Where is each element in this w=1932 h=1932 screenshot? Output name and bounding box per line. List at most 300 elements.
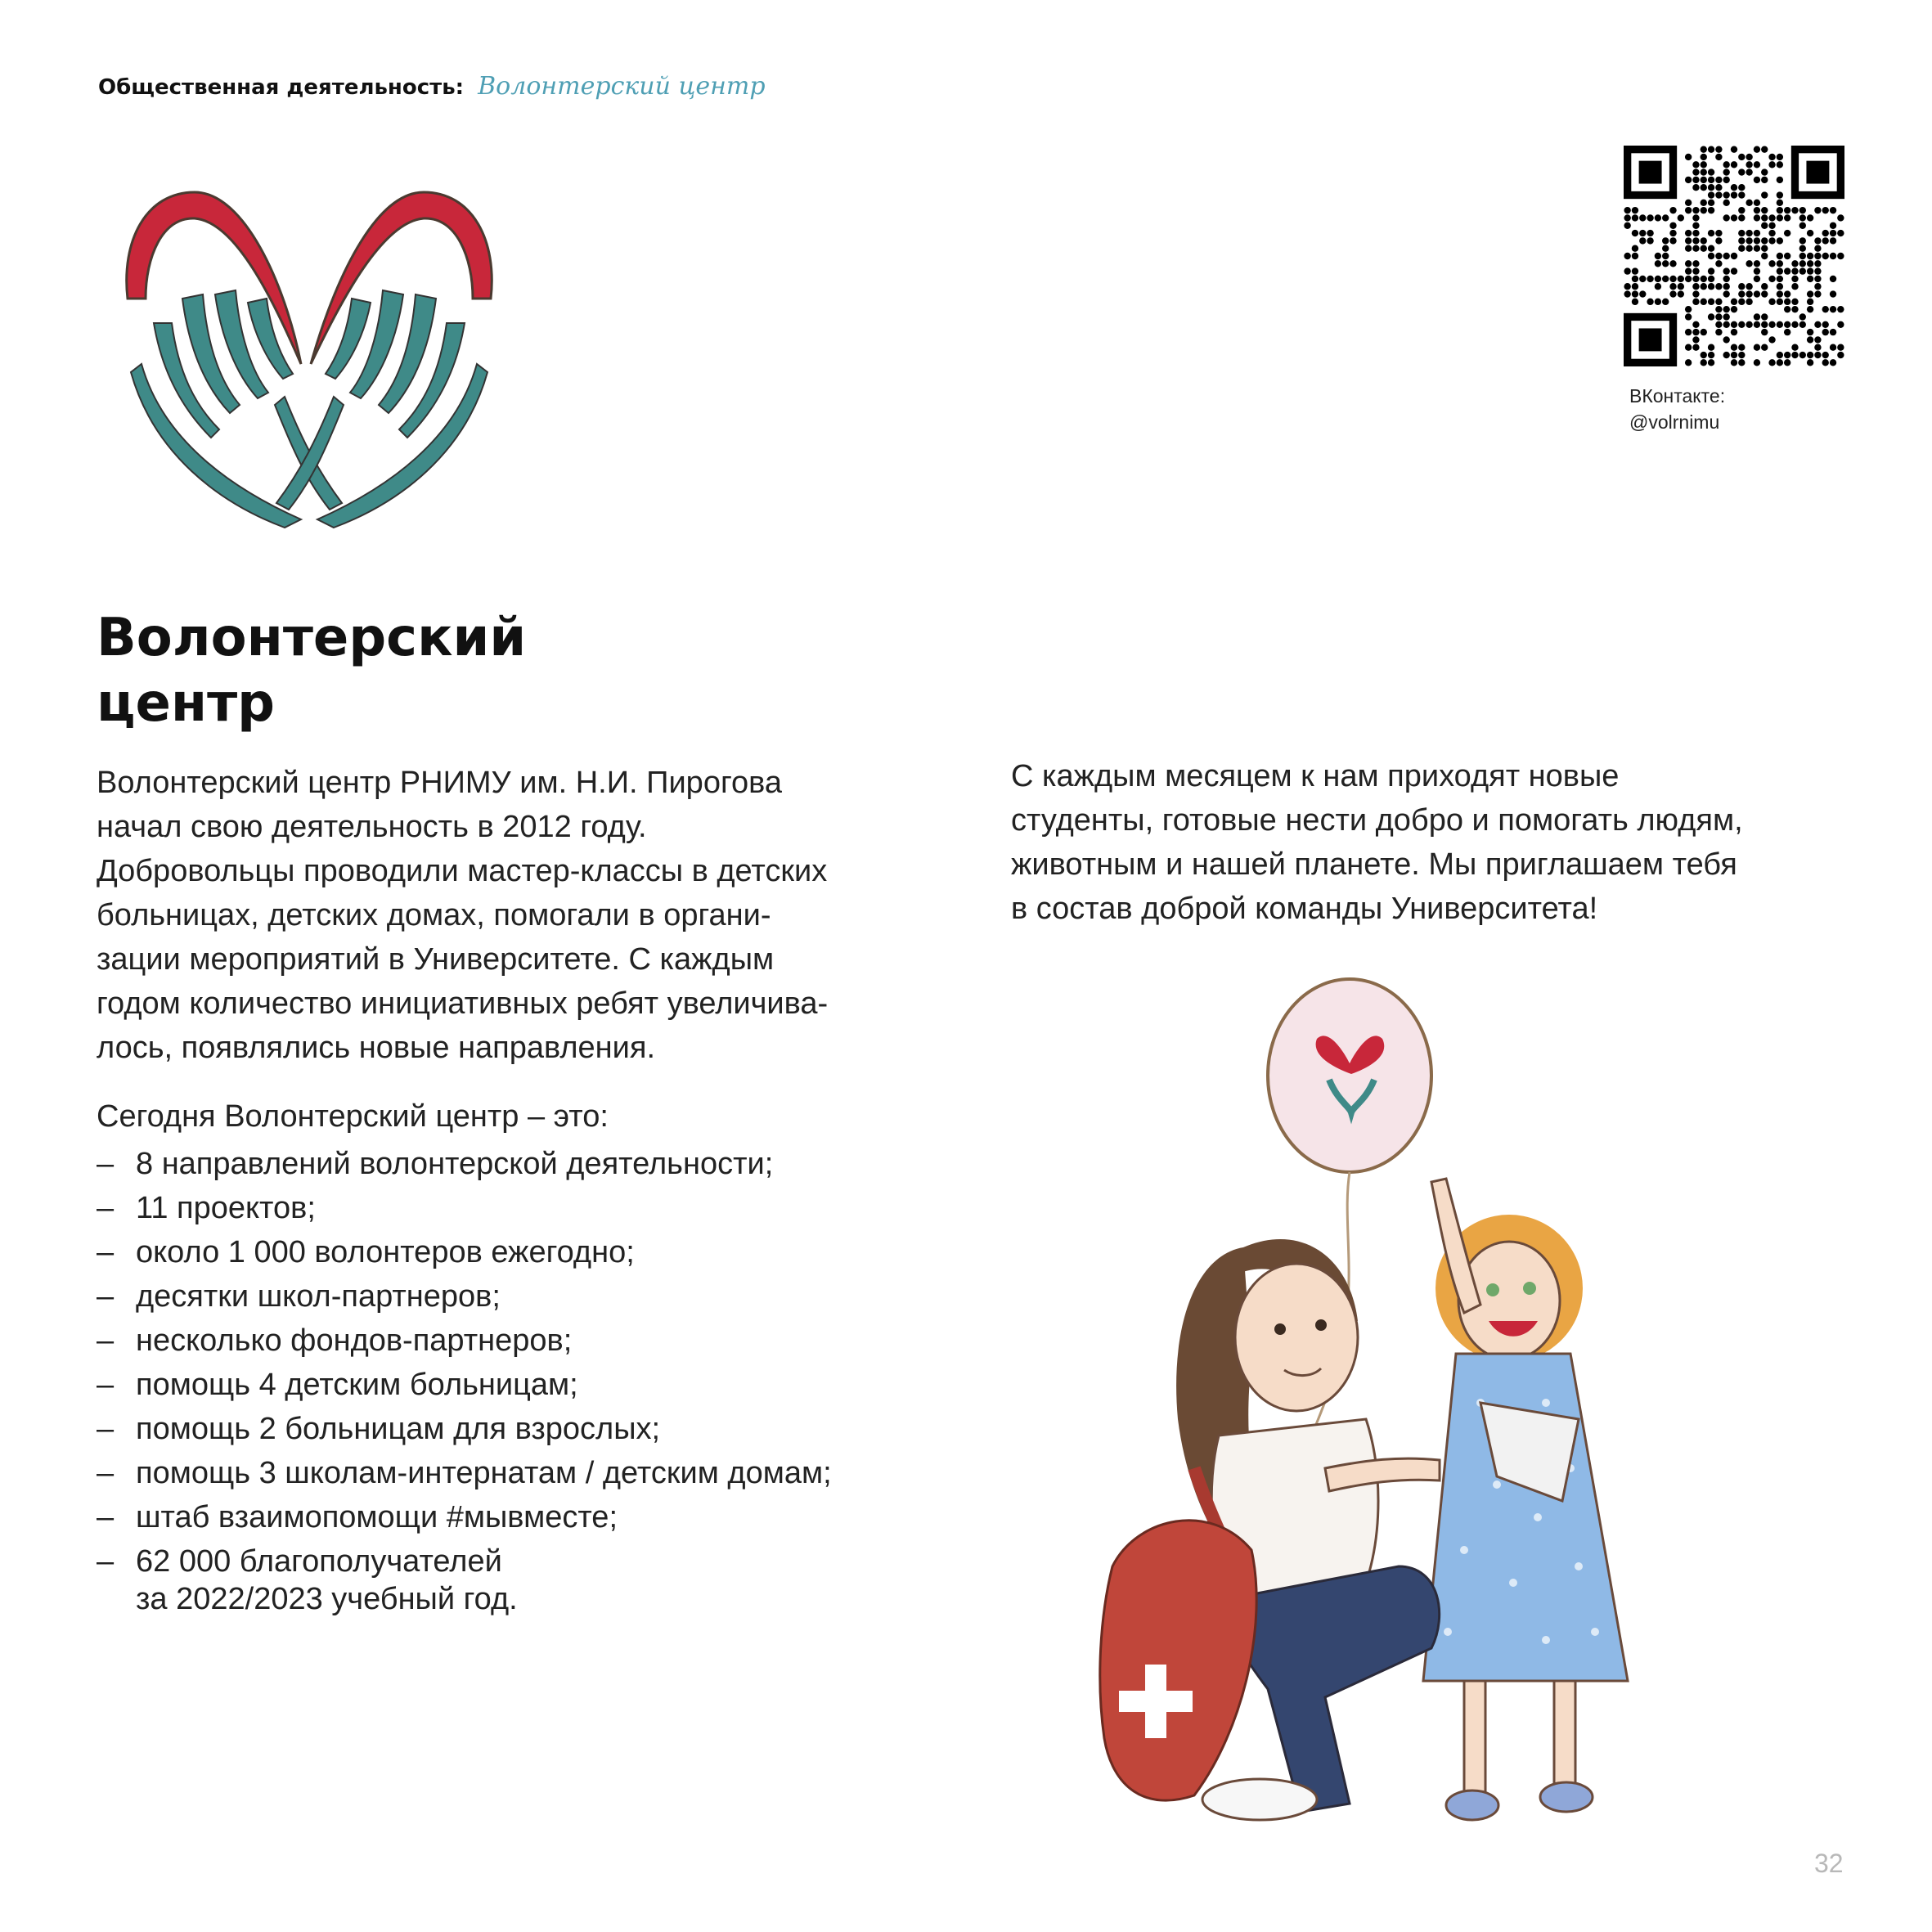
qr-module bbox=[1685, 237, 1692, 244]
qr-module bbox=[1692, 299, 1699, 305]
qr-module bbox=[1685, 359, 1692, 366]
qr-module bbox=[1768, 214, 1775, 221]
qr-module bbox=[1731, 306, 1737, 312]
qr-module bbox=[1746, 260, 1752, 267]
qr-module bbox=[1822, 207, 1829, 213]
qr-module bbox=[1746, 290, 1752, 297]
qr-module bbox=[1701, 245, 1707, 252]
qr-module bbox=[1799, 260, 1806, 267]
qr-module bbox=[1692, 184, 1699, 191]
qr-module bbox=[1784, 306, 1790, 312]
qr-module bbox=[1685, 260, 1692, 267]
qr-module bbox=[1639, 290, 1646, 297]
qr-module bbox=[1685, 207, 1692, 213]
qr-module bbox=[1731, 299, 1737, 305]
qr-module bbox=[1822, 306, 1829, 312]
qr-module bbox=[1784, 299, 1790, 305]
qr-module bbox=[1799, 237, 1806, 244]
qr-module bbox=[1814, 290, 1821, 297]
qr-module bbox=[1708, 207, 1714, 213]
qr-module bbox=[1723, 352, 1730, 358]
qr-module bbox=[1837, 230, 1844, 236]
qr-module bbox=[1692, 260, 1699, 267]
qr-module bbox=[1685, 306, 1692, 312]
qr-module bbox=[1731, 214, 1737, 221]
qr-module bbox=[1799, 352, 1806, 358]
list-dash: – bbox=[97, 1323, 115, 1358]
page-title-line2: центр bbox=[97, 673, 275, 734]
qr-module bbox=[1632, 290, 1638, 297]
qr-module bbox=[1754, 207, 1760, 213]
qr-module bbox=[1632, 207, 1638, 213]
qr-module bbox=[1746, 154, 1752, 160]
qr-module bbox=[1708, 267, 1714, 274]
qr-module bbox=[1715, 237, 1722, 244]
qr-module bbox=[1669, 230, 1676, 236]
qr-module bbox=[1768, 161, 1775, 168]
qr-module bbox=[1624, 290, 1630, 297]
qr-module bbox=[1746, 321, 1752, 328]
qr-module bbox=[1662, 276, 1669, 282]
qr-module bbox=[1669, 276, 1676, 282]
list-dash: – bbox=[97, 1235, 115, 1269]
qr-module bbox=[1639, 214, 1646, 221]
qr-module bbox=[1685, 200, 1692, 206]
page-number: 32 bbox=[1814, 1849, 1844, 1878]
qr-module bbox=[1754, 321, 1760, 328]
qr-module bbox=[1822, 321, 1829, 328]
qr-module bbox=[1807, 359, 1813, 366]
qr-module bbox=[1768, 321, 1775, 328]
qr-module bbox=[1738, 184, 1745, 191]
qr-module bbox=[1814, 336, 1821, 343]
qr-module bbox=[1669, 237, 1676, 244]
qr-module bbox=[1814, 253, 1821, 259]
qr-module bbox=[1662, 260, 1669, 267]
qr-module bbox=[1731, 321, 1737, 328]
qr-module bbox=[1701, 299, 1707, 305]
heart-hands-logo-icon bbox=[97, 160, 522, 544]
qr-module bbox=[1678, 283, 1684, 290]
qr-module bbox=[1837, 352, 1844, 358]
qr-module bbox=[1701, 161, 1707, 168]
qr-module bbox=[1639, 230, 1646, 236]
facts-list bbox=[97, 1142, 832, 1621]
qr-module bbox=[1731, 161, 1737, 168]
qr-module bbox=[1761, 344, 1768, 351]
qr-module bbox=[1746, 200, 1752, 206]
qr-module bbox=[1768, 276, 1775, 282]
qr-caption-handle: @volrnimu bbox=[1629, 411, 1720, 433]
qr-module bbox=[1701, 352, 1707, 358]
qr-module bbox=[1814, 267, 1821, 274]
qr-module bbox=[1768, 237, 1775, 244]
qr-module bbox=[1692, 230, 1699, 236]
qr-module bbox=[1738, 230, 1745, 236]
qr-module bbox=[1830, 230, 1836, 236]
intro-line: Волонтерский центр РНИМУ им. Н.И. Пирогова bbox=[97, 766, 783, 800]
qr-module bbox=[1768, 299, 1775, 305]
qr-module bbox=[1715, 329, 1722, 335]
qr-module bbox=[1692, 290, 1699, 297]
qr-module bbox=[1814, 207, 1821, 213]
qr-module bbox=[1647, 237, 1653, 244]
qr-module bbox=[1692, 276, 1699, 282]
qr-caption bbox=[1629, 383, 1725, 435]
qr-module bbox=[1814, 245, 1821, 252]
qr-module bbox=[1807, 299, 1813, 305]
invitation-line: в состав доброй команды Университета! bbox=[1011, 892, 1598, 926]
qr-module bbox=[1723, 191, 1730, 198]
list-item bbox=[97, 1274, 832, 1319]
qr-module bbox=[1738, 344, 1745, 351]
qr-module bbox=[1830, 344, 1836, 351]
qr-module bbox=[1731, 146, 1737, 152]
qr-module bbox=[1761, 313, 1768, 320]
qr-module bbox=[1791, 306, 1798, 312]
qr-module bbox=[1807, 276, 1813, 282]
qr-module bbox=[1655, 299, 1661, 305]
qr-module bbox=[1799, 321, 1806, 328]
qr-module bbox=[1655, 260, 1661, 267]
qr-module bbox=[1746, 168, 1752, 175]
qr-module bbox=[1639, 237, 1646, 244]
qr-module bbox=[1777, 283, 1783, 290]
qr-module bbox=[1685, 276, 1692, 282]
list-item bbox=[97, 1186, 832, 1230]
list-dash: – bbox=[97, 1456, 115, 1490]
qr-module bbox=[1791, 260, 1798, 267]
qr-module bbox=[1822, 253, 1829, 259]
intro-line: лось, появлялись новые направления. bbox=[97, 1031, 655, 1065]
qr-module bbox=[1692, 283, 1699, 290]
list-item-text: 62 000 благополучателей bbox=[136, 1544, 502, 1579]
qr-module bbox=[1799, 245, 1806, 252]
qr-module bbox=[1807, 329, 1813, 335]
qr-module bbox=[1685, 177, 1692, 183]
list-item-text: 11 проектов; bbox=[136, 1191, 316, 1225]
list-item bbox=[97, 1142, 832, 1186]
qr-module bbox=[1777, 276, 1783, 282]
qr-module bbox=[1822, 359, 1829, 366]
qr-module bbox=[1731, 267, 1737, 274]
qr-module bbox=[1754, 276, 1760, 282]
qr-module bbox=[1791, 299, 1798, 305]
list-item bbox=[97, 1319, 832, 1363]
qr-module bbox=[1754, 237, 1760, 244]
qr-module bbox=[1777, 237, 1783, 244]
qr-module bbox=[1632, 276, 1638, 282]
qr-module bbox=[1738, 321, 1745, 328]
qr-module bbox=[1837, 344, 1844, 351]
list-item-text: штаб взаимопомощи #мывместе; bbox=[136, 1500, 618, 1534]
qr-module bbox=[1777, 207, 1783, 213]
qr-module bbox=[1738, 245, 1745, 252]
qr-module bbox=[1830, 207, 1836, 213]
qr-module bbox=[1768, 260, 1775, 267]
qr-module bbox=[1746, 161, 1752, 168]
qr-module bbox=[1647, 299, 1653, 305]
qr-module bbox=[1662, 237, 1669, 244]
qr-module bbox=[1731, 329, 1737, 335]
qr-module bbox=[1715, 283, 1722, 290]
qr-module bbox=[1647, 214, 1653, 221]
qr-module bbox=[1723, 276, 1730, 282]
qr-module bbox=[1777, 200, 1783, 206]
qr-module bbox=[1837, 253, 1844, 259]
qr-module bbox=[1723, 313, 1730, 320]
qr-module bbox=[1738, 154, 1745, 160]
intro-line: зации мероприятий в Университете. С каждым bbox=[97, 942, 775, 977]
qr-module bbox=[1639, 276, 1646, 282]
qr-module bbox=[1807, 267, 1813, 274]
qr-module bbox=[1731, 191, 1737, 198]
breadcrumb bbox=[98, 72, 766, 101]
qr-module bbox=[1715, 191, 1722, 198]
qr-module bbox=[1723, 177, 1730, 183]
qr-module bbox=[1708, 200, 1714, 206]
qr-module bbox=[1632, 245, 1638, 252]
qr-module bbox=[1807, 290, 1813, 297]
qr-module bbox=[1830, 290, 1836, 297]
list-item-text: помощь 3 школам-интернатам / детским домам; bbox=[136, 1456, 832, 1490]
list-item-text: около 1 000 волонтеров ежегодно; bbox=[136, 1235, 635, 1269]
qr-module bbox=[1814, 283, 1821, 290]
qr-module bbox=[1685, 329, 1692, 335]
qr-module bbox=[1791, 267, 1798, 274]
qr-module bbox=[1715, 260, 1722, 267]
qr-module bbox=[1822, 352, 1829, 358]
qr-module bbox=[1791, 283, 1798, 290]
qr-module bbox=[1669, 290, 1676, 297]
intro-paragraph bbox=[97, 761, 828, 1070]
qr-module bbox=[1768, 154, 1775, 160]
qr-module bbox=[1777, 154, 1783, 160]
intro-line: годом количество инициативных ребят увеличива- bbox=[97, 986, 829, 1021]
qr-module bbox=[1784, 230, 1790, 236]
qr-module bbox=[1768, 222, 1775, 229]
qr-module bbox=[1708, 299, 1714, 305]
qr-module bbox=[1746, 283, 1752, 290]
qr-module bbox=[1777, 191, 1783, 198]
qr-module bbox=[1799, 222, 1806, 229]
qr-module bbox=[1754, 161, 1760, 168]
qr-module bbox=[1731, 344, 1737, 351]
qr-module bbox=[1723, 321, 1730, 328]
qr-module bbox=[1761, 290, 1768, 297]
qr-module bbox=[1746, 237, 1752, 244]
qr-module bbox=[1701, 168, 1707, 175]
list-item-text: помощь 4 детским больницам; bbox=[136, 1368, 578, 1402]
breadcrumb-section: Волонтерский центр bbox=[478, 72, 766, 101]
qr-module bbox=[1723, 214, 1730, 221]
list-item bbox=[97, 1363, 832, 1407]
volunteer-with-child-illustration bbox=[1055, 977, 1660, 1836]
qr-module bbox=[1830, 237, 1836, 244]
qr-module bbox=[1754, 200, 1760, 206]
qr-module bbox=[1685, 154, 1692, 160]
qr-module bbox=[1738, 207, 1745, 213]
intro-line: Добровольцы проводили мастер-классы в детских bbox=[97, 854, 828, 888]
qr-module bbox=[1715, 321, 1722, 328]
list-dash: – bbox=[97, 1368, 115, 1402]
qr-module bbox=[1761, 222, 1768, 229]
qr-module bbox=[1708, 276, 1714, 282]
qr-module bbox=[1761, 177, 1768, 183]
qr-module bbox=[1632, 283, 1638, 290]
qr-module bbox=[1655, 214, 1661, 221]
qr-module bbox=[1777, 359, 1783, 366]
invitation-line: животным и нашей планете. Мы приглашаем тебя bbox=[1011, 847, 1737, 882]
qr-module bbox=[1708, 184, 1714, 191]
qr-module bbox=[1791, 352, 1798, 358]
qr-module bbox=[1669, 222, 1676, 229]
qr-module bbox=[1701, 154, 1707, 160]
qr-module bbox=[1738, 352, 1745, 358]
qr-module bbox=[1807, 306, 1813, 312]
qr-module bbox=[1784, 267, 1790, 274]
invitation-paragraph bbox=[1011, 754, 1743, 931]
qr-module bbox=[1777, 352, 1783, 358]
qr-module bbox=[1701, 177, 1707, 183]
qr-module bbox=[1738, 299, 1745, 305]
qr-module bbox=[1692, 207, 1699, 213]
qr-module bbox=[1738, 168, 1745, 175]
qr-module bbox=[1754, 267, 1760, 274]
qr-module bbox=[1746, 230, 1752, 236]
list-item bbox=[97, 1539, 832, 1621]
qr-module bbox=[1777, 260, 1783, 267]
qr-module bbox=[1701, 276, 1707, 282]
qr-module bbox=[1768, 230, 1775, 236]
qr-module bbox=[1624, 222, 1630, 229]
qr-module bbox=[1701, 359, 1707, 366]
invitation-line: студенты, готовые нести добро и помогать людям, bbox=[1011, 803, 1743, 838]
qr-code-icon bbox=[1624, 146, 1844, 366]
list-dash: – bbox=[97, 1544, 115, 1579]
qr-module bbox=[1777, 161, 1783, 168]
list-item-text: десятки школ-партнеров; bbox=[136, 1279, 501, 1314]
qr-module bbox=[1731, 352, 1737, 358]
qr-module bbox=[1655, 276, 1661, 282]
qr-module bbox=[1754, 214, 1760, 221]
qr-module bbox=[1777, 290, 1783, 297]
qr-module bbox=[1777, 267, 1783, 274]
qr-module bbox=[1777, 299, 1783, 305]
qr-module bbox=[1708, 245, 1714, 252]
qr-module bbox=[1814, 276, 1821, 282]
qr-module bbox=[1761, 191, 1768, 198]
qr-module bbox=[1715, 299, 1722, 305]
qr-module bbox=[1822, 230, 1829, 236]
qr-module bbox=[1754, 359, 1760, 366]
invitation-line: С каждым месяцем к нам приходят новые bbox=[1011, 759, 1620, 793]
list-dash: – bbox=[97, 1412, 115, 1446]
qr-module bbox=[1655, 283, 1661, 290]
qr-module bbox=[1701, 200, 1707, 206]
qr-module bbox=[1807, 214, 1813, 221]
qr-module bbox=[1701, 329, 1707, 335]
qr-module bbox=[1791, 344, 1798, 351]
qr-module bbox=[1799, 214, 1806, 221]
qr-module bbox=[1723, 283, 1730, 290]
qr-module bbox=[1784, 352, 1790, 358]
qr-module bbox=[1754, 313, 1760, 320]
qr-module bbox=[1746, 245, 1752, 252]
qr-module bbox=[1799, 267, 1806, 274]
intro-line: больницах, детских домах, помогали в органи- bbox=[97, 898, 771, 932]
list-item-text: 8 направлений волонтерской деятельности; bbox=[136, 1147, 774, 1181]
qr-module bbox=[1632, 253, 1638, 259]
qr-module bbox=[1708, 253, 1714, 259]
qr-module bbox=[1814, 237, 1821, 244]
qr-module bbox=[1761, 214, 1768, 221]
qr-module bbox=[1662, 245, 1669, 252]
qr-module bbox=[1692, 245, 1699, 252]
facts-intro: Сегодня Волонтерский центр – это: bbox=[97, 1099, 609, 1134]
list-dash: – bbox=[97, 1279, 115, 1314]
qr-module bbox=[1708, 313, 1714, 320]
qr-module bbox=[1784, 329, 1790, 335]
qr-module bbox=[1830, 306, 1836, 312]
qr-module bbox=[1701, 237, 1707, 244]
qr-module bbox=[1799, 207, 1806, 213]
qr-module bbox=[1692, 168, 1699, 175]
qr-module bbox=[1692, 222, 1699, 229]
qr-module bbox=[1662, 299, 1669, 305]
qr-module bbox=[1692, 177, 1699, 183]
qr-module bbox=[1754, 230, 1760, 236]
qr-module bbox=[1761, 237, 1768, 244]
list-item-continuation: за 2022/2023 учебный год. bbox=[136, 1582, 518, 1616]
qr-module bbox=[1715, 230, 1722, 236]
qr-module bbox=[1777, 177, 1783, 183]
qr-module bbox=[1708, 352, 1714, 358]
qr-module bbox=[1799, 253, 1806, 259]
qr-module bbox=[1738, 290, 1745, 297]
qr-module bbox=[1632, 230, 1638, 236]
list-item-text: несколько фондов-партнеров; bbox=[136, 1323, 573, 1358]
qr-module bbox=[1624, 214, 1630, 221]
list-dash: – bbox=[97, 1500, 115, 1534]
qr-module bbox=[1692, 214, 1699, 221]
qr-module bbox=[1777, 253, 1783, 259]
qr-module bbox=[1754, 344, 1760, 351]
qr-module bbox=[1822, 329, 1829, 335]
qr-module bbox=[1814, 352, 1821, 358]
breadcrumb-category: Общественная деятельность: bbox=[98, 75, 465, 100]
qr-module bbox=[1708, 344, 1714, 351]
qr-module bbox=[1624, 207, 1630, 213]
list-item bbox=[97, 1451, 832, 1495]
qr-module bbox=[1624, 267, 1630, 274]
qr-module bbox=[1715, 306, 1722, 312]
qr-module bbox=[1708, 146, 1714, 152]
qr-module bbox=[1731, 253, 1737, 259]
qr-module bbox=[1784, 214, 1790, 221]
qr-module bbox=[1708, 283, 1714, 290]
qr-module bbox=[1738, 191, 1745, 198]
qr-module bbox=[1715, 253, 1722, 259]
qr-module bbox=[1669, 260, 1676, 267]
qr-module bbox=[1647, 276, 1653, 282]
qr-module bbox=[1708, 191, 1714, 198]
qr-module bbox=[1685, 230, 1692, 236]
qr-module bbox=[1761, 253, 1768, 259]
qr-module bbox=[1761, 245, 1768, 252]
qr-module bbox=[1655, 253, 1661, 259]
qr-module bbox=[1807, 352, 1813, 358]
